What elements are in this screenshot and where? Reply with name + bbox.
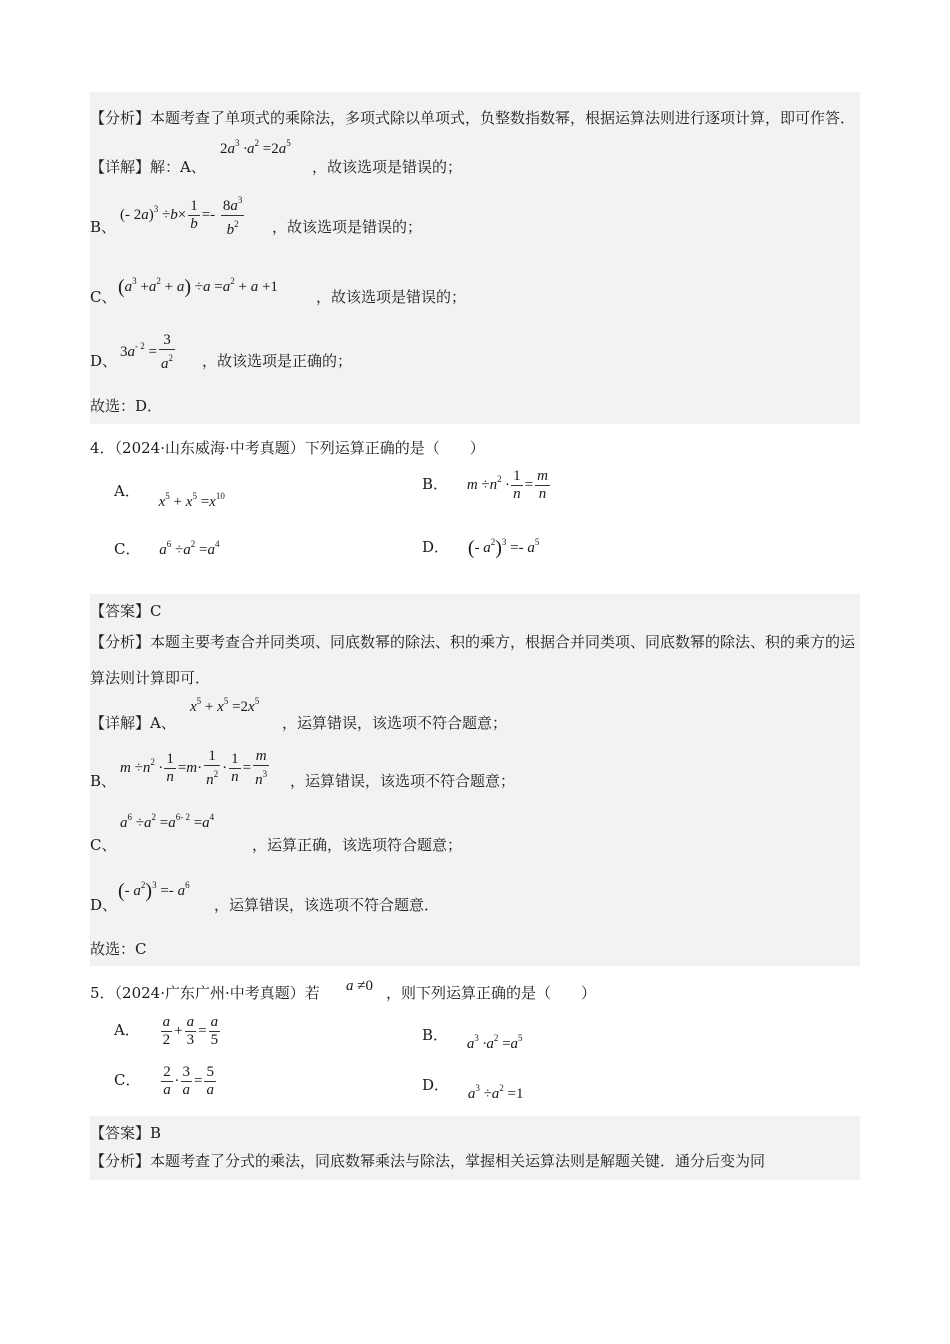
detail-q3-a-tail: ，故该选项是错误的； [312,158,463,176]
q4-option-a-formula: $x^5 + x^5 =x^{10}$ [158,491,225,510]
formula-q3-b: (- 2a)$^3$ ÷b× $\frac{1}{b}$ =- $\frac{8a^3}{b^2}$ [120,192,246,239]
detail-q3-b-tail: ，故该选项是错误的； [272,218,423,236]
question-4-stem: 4．（2024·山东威海·中考真题）下列运算正确的是（ ） [90,439,485,457]
q5-option-c-label: C． [114,1070,141,1089]
detail-q3-a-prefix: 【详解】解：A、 [90,158,206,176]
answer-q5: 【答案】B [90,1124,162,1142]
solution-block-q4 [90,594,860,966]
analysis-q3: 【分析】本题考查了单项式的乘除法，多项式除以单项式，负整数指数幂，根据运算法则进行逐项计算，即可作答． [90,109,856,127]
solution-block-q3 [90,92,860,424]
question-5-condition: a ≠0 [346,978,373,994]
q4-option-d-label: D． [422,538,450,556]
choice-q3: 故选：D． [90,397,163,415]
question-5-stem-pre: 5．（2024·广东广州·中考真题）若 [90,984,320,1002]
q4-option-b-label: B． [422,474,449,493]
choice-q4: 故选：C [90,940,147,958]
q4-option-d-formula: (- $a^2)^3 =- a^5$ [467,537,540,559]
q4-option-a-label: A． [114,482,140,500]
detail-q4-c [90,806,860,864]
q5-option-d-formula: $a^3 \div a^2 =1$ [467,1083,524,1102]
solution-block-q5 [90,1116,860,1180]
answer-q4: 【答案】C [90,602,162,620]
detail-q3-c-tail: ，故该选项是错误的； [316,288,467,306]
formula-q4-a: $x^5 + x^5 =2x^5$ [190,696,260,715]
detail-q3-d [90,318,860,378]
detail-q3-a [90,138,860,188]
q5-option-b-label: B． [422,1026,449,1044]
q5-option-d [422,1074,524,1102]
q4-option-b [422,468,552,503]
q5-option-b [422,1024,523,1052]
q4-option-c-formula: $a^6 \div a^2 =a^4$ [159,539,220,558]
detail-q3-c [90,252,860,318]
q4-option-c [114,538,219,559]
q5-option-a-formula: $\frac{a}{2}$ + $\frac{a}{3}$ = $\frac{a}{5}$ [162,1014,219,1048]
formula-q3-c: $(a^3 +a^2 + a) \div a =a^2 + a +1$ [118,276,278,298]
question-5-stem [90,972,860,1010]
detail-q3-d-prefix: D、 [90,352,118,370]
analysis-q4: 【分析】本题主要考查合并同类项、同底数幂的除法、积的乘方，根据合并同类项、同底数幂的除法、积的乘方的运算法则计算即可． [90,633,856,687]
document-page [90,92,860,1180]
q5-option-c [114,1064,218,1099]
formula-q4-d: (- $a^2)^3 =- a^6$ [118,880,190,902]
q5-option-c-formula: $\frac{2}{a}$ · $\frac{3}{a}$ = $\frac{5}{a}$ [163,1064,214,1098]
analysis-q5: 【分析】本题考查了分式的乘法，同底数幂乘法与除法，掌握相关运算法则是解题关键．通分后变为同 [90,1152,766,1170]
detail-q3-b-prefix: B、 [90,218,117,236]
q4-option-d [422,536,539,560]
detail-q4-c-tail: ，运算正确，该选项符合题意； [252,836,463,854]
question-4-options [90,464,860,580]
q4-option-b-formula: $m \div n^2$ · $\frac{1}{n}$ = $\frac{m}{n}$ [466,468,548,502]
formula-q3-d: $3a^{- 2}$ = $\frac{3}{a^2}$ [120,332,173,372]
detail-q4-b-tail: ，运算错误，该选项不符合题意； [290,772,516,790]
q5-option-a-label: A． [114,1020,140,1039]
detail-q4-b [90,744,860,806]
detail-q4-b-prefix: B、 [90,772,117,790]
detail-q3-d-tail: ，故该选项是正确的； [202,352,353,370]
q4-option-a [114,480,225,510]
detail-q3-c-prefix: C、 [90,288,117,306]
detail-q4-c-prefix: C、 [90,836,117,854]
formula-q4-b: $m \div n^2$ · $\frac{1}{n}$ =m· $\frac{1}{n^2}$ · $\frac{1}{n}$ = $\frac{m}{n^3}$ [120,748,268,788]
question-5-stem-post: ，则下列运算正确的是（ ） [386,984,597,1002]
detail-q3-b [90,188,860,252]
detail-q4-d-prefix: D、 [90,896,118,914]
q5-option-b-formula: $a^3 \cdot a^2 =a^5$ [466,1033,523,1052]
question-5-options [90,1010,860,1110]
q5-option-a [114,1014,222,1049]
detail-q4-a-tail: ，运算错误，该选项不符合题意； [282,714,508,732]
q4-option-c-label: C． [114,540,141,558]
formula-q4-c: $a^6 \div a^2 =a^{6- 2} =a^4$ [120,812,215,831]
q5-option-d-label: D． [422,1076,450,1094]
detail-q4-d-tail: ，运算错误，该选项不符合题意． [214,896,440,914]
detail-q4-d [90,864,860,922]
detail-q4-a-prefix: 【详解】A、 [90,714,176,732]
formula-q3-a: $2a^3 \cdot a^2 =2a^5$ [220,138,291,157]
detail-q4-a [90,696,860,744]
